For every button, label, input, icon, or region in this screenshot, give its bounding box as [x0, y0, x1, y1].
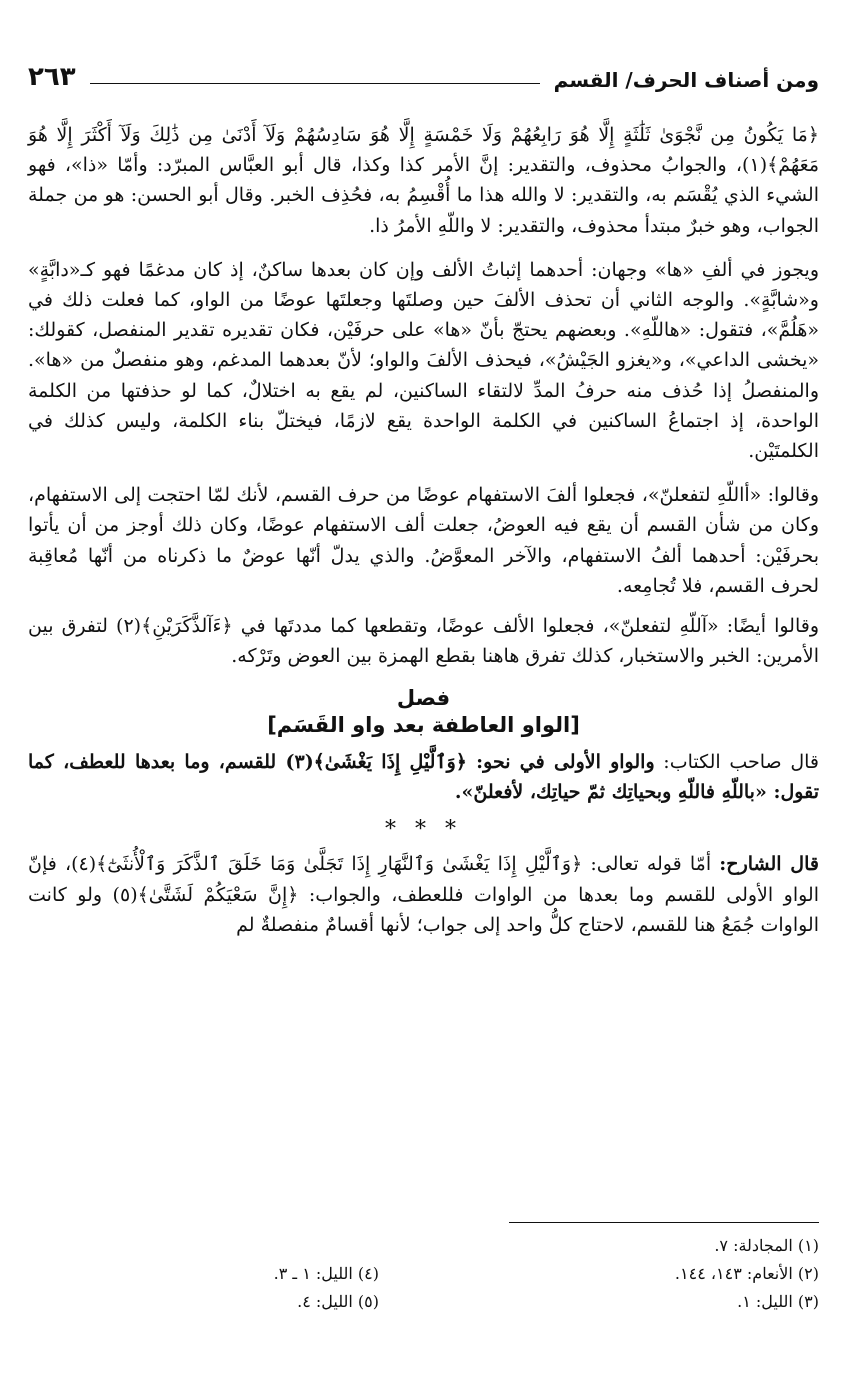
page-header	[28, 48, 819, 92]
footnote-5: (٥) الليل: ٤.	[297, 1292, 379, 1311]
footnotes-row	[28, 1232, 819, 1316]
footnote-4: (٤) الليل: ١ ـ ٣.	[273, 1264, 379, 1283]
section-title: فصل	[396, 686, 451, 711]
footnotes-left-column	[59, 1232, 439, 1316]
footnote-2: (٢) الأنعام: ١٤٣، ١٤٤.	[674, 1264, 819, 1283]
matn-text: والواو الأولى في نحو: ﴿وَٱلَّيْلِ إِذَا يَغْشَىٰ﴾(٣) للقسم، وما بعدها للعطف، كما تقول: «باللّهِ فاللّهِ وبحياتِك ثمّ حياتِك، لأفعلنّ».	[28, 751, 819, 804]
header-rule	[90, 83, 540, 84]
footnote-separator	[509, 1222, 819, 1223]
paragraph-3: وقالوا: «أاللّهِ لتفعلنّ»، فجعلوا ألفَ الاستفهام عوضًا من حرف القسم، لأنك لمّا احتجت إلى الاستفهام، وكان من شأن القسم أن يقع فيه العوضُ، جعلت ألف الاستفهام عوضًا، وكان ذلك أوجز من أن يأتوا بحرفَيْن: أحدهما ألفُ الاستفهام، والآخر المعوَّضُ. والذي يدلّ أنّها عوضٌ ما ذكرناه من أنّها مُعاقِبة لحرف القسم، فلا تُجامِعه.	[28, 484, 819, 597]
matn-paragraph	[28, 747, 819, 807]
footnote-spacer	[59, 1232, 379, 1260]
running-title: ومن أصناف الحرف/ القسم	[553, 68, 819, 92]
paragraph-1: ﴿مَا يَكُونُ مِن نَّجْوَىٰ ثَلَٰثَةٍ إِلَّا هُوَ رَابِعُهُمْ وَلَا خَمْسَةٍ إِلَّا هُوَ سَادِسُهُمْ وَلَآ أَدْنَىٰ مِن ذَٰلِكَ وَلَآ أَكْثَرَ إِلَّا هُوَ مَعَهُمْ﴾(١)، والجوابُ محذوف، والتقدير: إنَّ الأمر كذا وكذا، قال أبو العبَّاس المبرّد: وأمّا «ذا»، فهو الشيء الذي يُقْسَم به، والتقدير: لا والله هذا ما أُقْسِمُ به، فحُذِف الخبر. وقال أبو الحسن: هو من جملة الجواب، وهو خبرٌ مبتدأ محذوف، والتقدير: لا واللّهِ الأمرُ ذا.	[28, 124, 819, 237]
sharh-paragraph	[28, 849, 819, 940]
footnotes	[28, 1232, 819, 1316]
section-separator-stars: * * *	[385, 817, 462, 843]
footnote-3: (٣) الليل: ١.	[737, 1292, 819, 1311]
paragraph-4: وقالوا أيضًا: «آللّهِ لتفعلنّ»، فجعلوا الألف عوضًا، وتقطعها كما مددتَها في ﴿ءَآلذَّكَرَيْنِ﴾(٢) لتفرق بين الأمرين: الخبر والاستخبار، كذلك تفرق هاهنا بقطع الهمزة بين العوض وتَرْكه.	[28, 615, 819, 668]
matn-author-label: قال صاحب الكتاب:	[663, 751, 820, 774]
page-number: ٢٦٣	[28, 62, 76, 92]
footnotes-right-column	[439, 1232, 819, 1316]
sharh-text: أمّا قوله تعالى: ﴿وَٱلَّيْلِ إِذَا يَغْشَىٰ وَٱلنَّهَارِ إِذَا تَجَلَّىٰ وَمَا خَلَقَ ٱلذَّكَرَ وَٱلْأُنثَىٰٓ﴾(٤)، فإنّ الواو الأولى للقسم وما بعدها من الواوات فللعطف، والجواب: ﴿إِنَّ سَعْيَكُمْ لَشَتَّىٰ﴾(٥) ولو كانت الواوات جُمَعُ هنا للقسم، لاحتاج كلُّ واحد إلى جواب؛ لأنها أقسامٌ منفصلةٌ لم	[28, 853, 819, 936]
sharh-label: قال الشارح:	[719, 853, 819, 876]
paragraph-2: ويجوز في ألفِ «ها» وجهان: أحدهما إثباتُ الألف وإن كان بعدها ساكنٌ، إذ كان مدغمًا فهو كـ«دابَّةٍ» و«شابَّةٍ». والوجه الثاني أن تحذف الألفَ حين وصلتَها وجعلتَها عوضًا من الواو، كما فعلت ذلك في «هَلُمَّ»، فتقول: «هاللّهِ». وبعضهم يحتجّ بأنّ «ها» على حرفَيْن، فكان تقديره تقدير المنفصل، كقولك: «يخشى الداعي»، و«يغزو الجَيْشُ»، فيحذف الألفَ والواو؛ لأنّ بعدهما المدغم، وهو منفصلٌ من «ها». والمنفصلُ إذا حُذف منه حرفُ المدِّ لالتقاء الساكنين، لم يقع به اختلالٌ، كما لو حذفتها من الكلمة الواحدة، إذ اجتماعُ الساكنين في الكلمة الواحدة يقع لازمًا، فيختلّ بناء الكلمة، وليس كذلك في الكلمتَيْن.	[28, 258, 819, 463]
section-subtitle: [الواو العاطفة بعد واو القَسَم]	[267, 713, 580, 738]
footnote-1: (١) المجادلة: ٧.	[714, 1236, 819, 1255]
